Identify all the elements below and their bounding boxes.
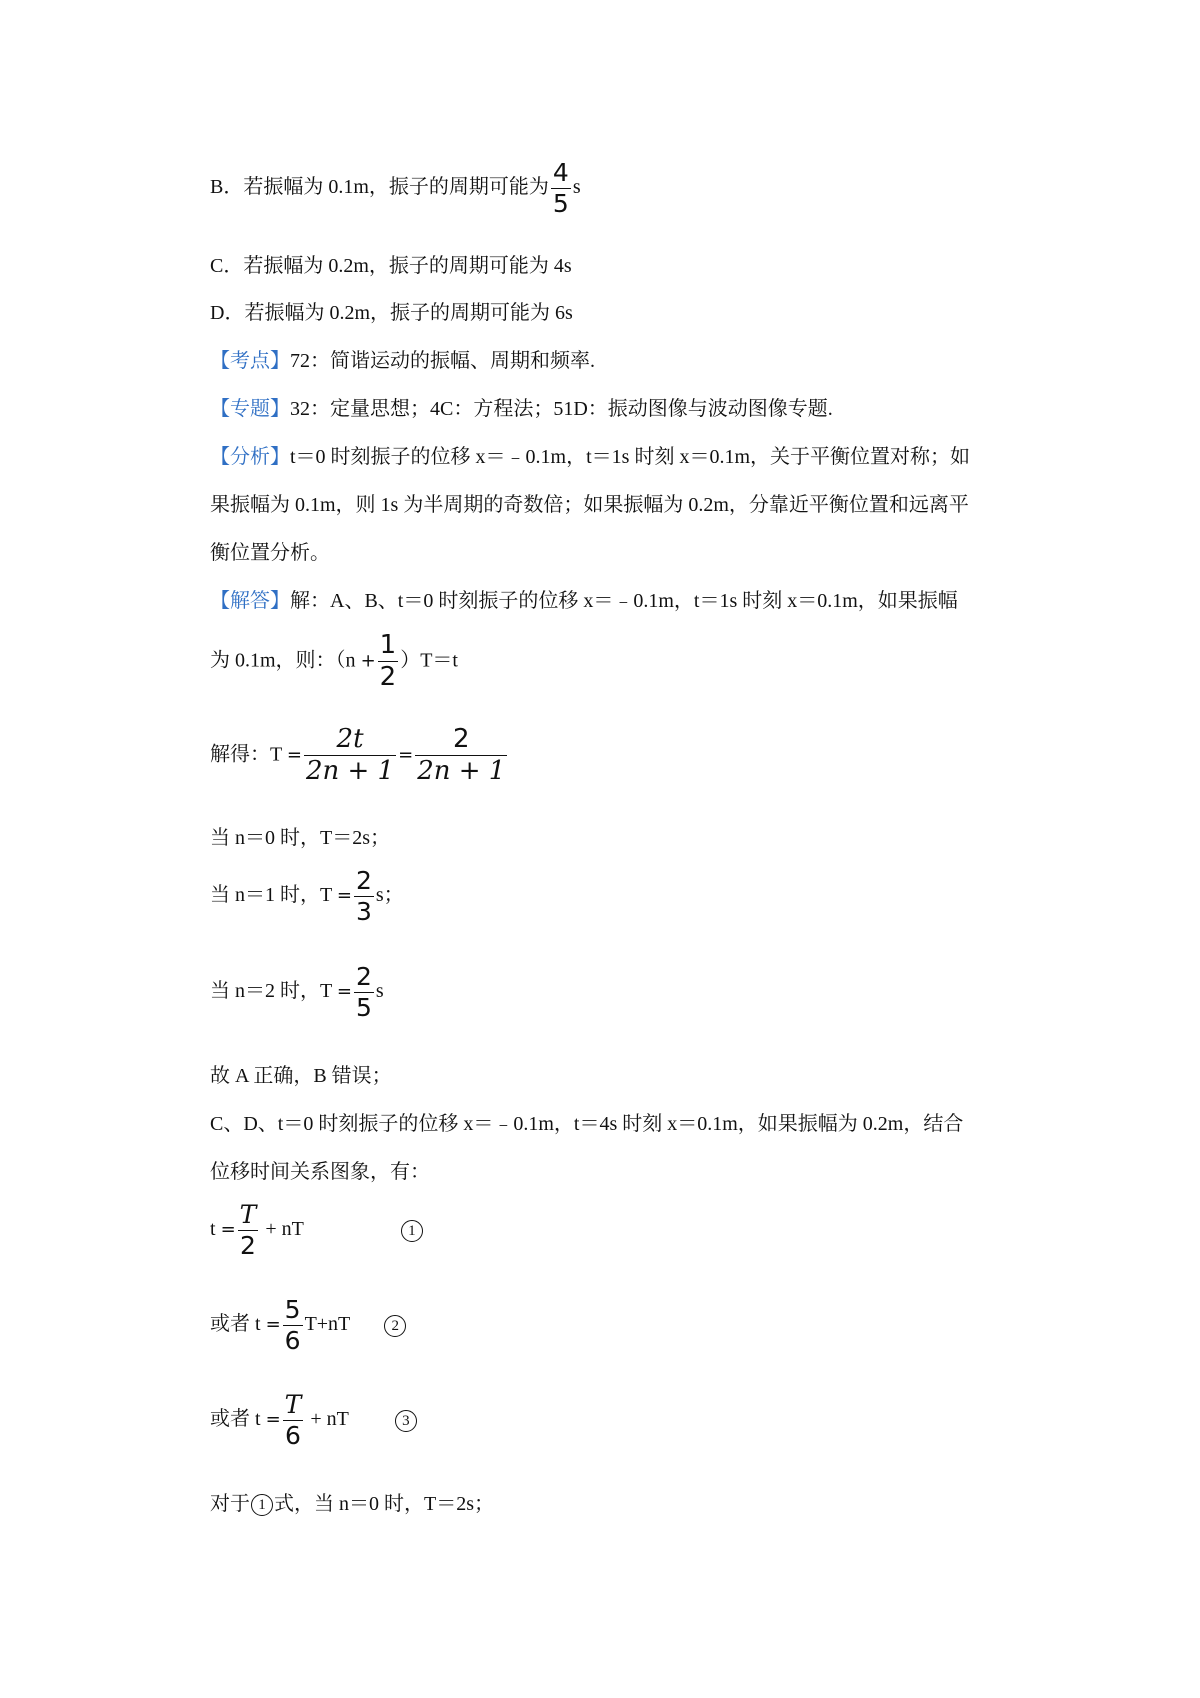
circled-number: 2 [384,1315,406,1337]
circled-number: 3 [395,1410,417,1432]
fenxi-line-2: 果振幅为 0.1m，则 1s 为半周期的奇数倍；如果振幅为 0.2m，分靠近平衡位置和远离平 [210,494,969,516]
jieda-line-1: 【解答】解：A、B、t＝0 时刻振子的位移 x＝﹣0.1m，t＝1s 时刻 x＝0.1m，如果振幅 [210,590,958,612]
equation-3: 或者 t = $\frac{T}{6}$ + nT 3 [210,1390,417,1451]
zhuanti [210,399,833,419]
case-n1: 当 n＝1 时，T = $\frac{2}{3}$ s； [210,866,404,926]
option-b-text: B．若振幅为 0.1m，振子的周期可能为 [210,176,549,199]
cd-line-2: 位移时间关系图象，有： [210,1161,430,1183]
fraction: $\frac{T}{6}$ [284,1390,302,1450]
fraction: $\frac{2}{2n + 1}$ [417,724,506,787]
conclusion-ab: 故 A 正确，B 错误； [210,1065,392,1087]
jieda-tag: 【解答】 [210,590,290,612]
jieda-line-2: 为 0.1m，则：（n + $\frac{1}{2}$ ）T＝t [210,630,458,693]
option-c: C．若振幅为 0.2m，振子的周期可能为 4s [210,255,572,277]
fraction: $\frac{1}{2}$ [379,630,397,693]
solve-equation: 解得：T = $\frac{2t}{2n + 1}$ = $\frac{2}{2n + 1}$ [210,724,506,787]
fenxi-line-3: 衡位置分析。 [210,542,330,564]
fenxi-tag: 【分析】 [210,446,290,468]
circled-number: 1 [251,1494,273,1516]
fraction: $\frac{5}{6}$ [284,1295,301,1355]
zhuanti-tag: 【专题】 [210,398,290,420]
option-b: B．若振幅为 0.1m，振子的周期可能为 $\frac{4}{5}$ s [210,158,581,218]
cd-line-1: C、D、t＝0 时刻振子的位移 x＝﹣0.1m，t＝4s 时刻 x＝0.1m，如果振幅为 0.2m，结合 [210,1113,964,1135]
fenxi-line-1: 【分析】t＝0 时刻振子的位移 x＝﹣0.1m，t＝1s 时刻 x＝0.1m，关于平衡位置对称；如 [210,446,971,468]
fraction: $\frac{2t}{2n + 1}$ [305,724,395,787]
kaodian-tag: 【考点】 [210,350,290,372]
zhuanti-text: 32：定量思想；4C：方程法；51D：振动图像与波动图像专题. [290,398,833,420]
last-line: 对于 1 式，当 n＝0 时，T＝2s； [210,1493,494,1515]
case-n2: 当 n＝2 时，T = $\frac{2}{5}$ s [210,962,384,1022]
circled-number: 1 [401,1220,423,1242]
equation-2: 或者 t = $\frac{5}{6}$ T+nT 2 [210,1295,406,1356]
option-d: D．若振幅为 0.2m，振子的周期可能为 6s [210,302,573,324]
kaodian-text: 72：简谐运动的振幅、周期和频率. [290,350,595,372]
fraction: $\frac{4}{5}$ [552,158,569,218]
kaodian [210,351,595,371]
fraction: $\frac{2}{3}$ [355,866,372,926]
equation-1: t = $\frac{T}{2}$ + nT 1 [210,1200,423,1261]
fraction: $\frac{T}{2}$ [239,1200,257,1260]
fraction: $\frac{2}{5}$ [355,962,372,1022]
case-n0: 当 n＝0 时，T＝2s； [210,827,390,849]
